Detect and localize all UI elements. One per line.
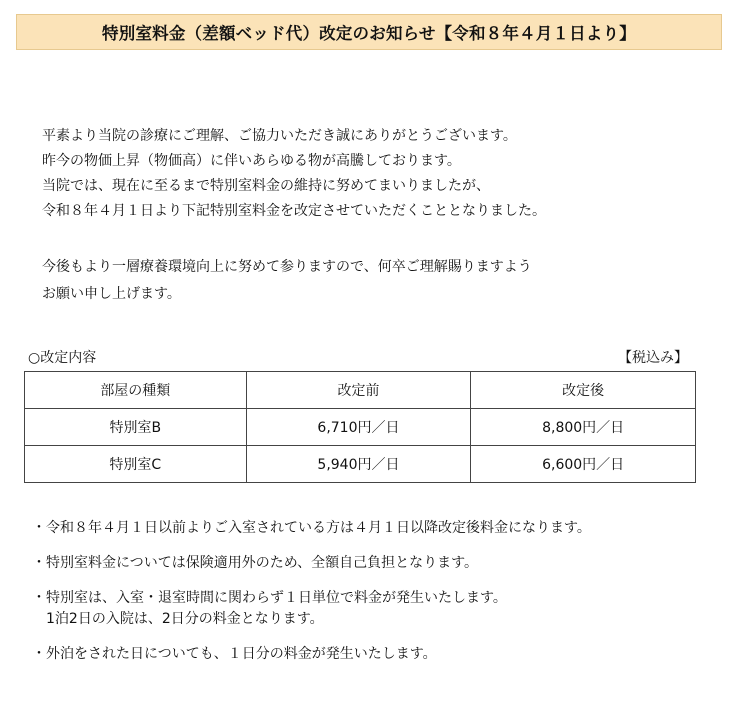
table-header-row xyxy=(25,372,696,409)
table-row xyxy=(25,446,696,483)
table-row xyxy=(25,409,696,446)
note-item xyxy=(32,553,591,574)
price-before-cell: 6,710円／日 xyxy=(246,409,471,446)
note-item xyxy=(32,588,591,630)
intro-line: 当院では、現在に至るまで特別室料金の維持に努めてまいりましたが、 xyxy=(42,178,490,194)
bullet: ・ xyxy=(32,555,46,571)
header-before: 改定前 xyxy=(246,372,471,409)
notes-list xyxy=(32,518,591,679)
notice-title-text: 特別室料金（差額ベッド代）改定のお知らせ【令和８年４月１日より】 xyxy=(102,24,636,43)
header-after: 改定後 xyxy=(471,372,696,409)
note-item xyxy=(32,644,591,665)
note-text: 特別室料金については保険適用外のため、全額自己負担となります。 xyxy=(46,555,479,571)
price-before-cell: 5,940円／日 xyxy=(246,446,471,483)
note-text: 令和８年４月１日以前よりご入室されている方は４月１日以降改定後料金になります。 xyxy=(46,520,591,536)
price-after-cell: 6,600円／日 xyxy=(471,446,696,483)
closing-line: 今後もより一層療養環境向上に努めて参りますので、何卒ご理解賜りますよう xyxy=(42,259,532,275)
room-type-cell: 特別室C xyxy=(25,446,247,483)
intro-line: 昨今の物価上昇（物価高）に伴いあらゆる物が高騰しております。 xyxy=(42,153,461,169)
intro-paragraph xyxy=(42,124,546,224)
rate-table xyxy=(24,371,696,483)
room-type-cell: 特別室B xyxy=(25,409,247,446)
bullet: ・ xyxy=(32,520,46,536)
bullet: ・ xyxy=(32,590,46,606)
intro-line: 令和８年４月１日より下記特別室料金を改定させていただくこととなりました。 xyxy=(42,203,546,219)
note-item xyxy=(32,518,591,539)
closing-line: お願い申し上げます。 xyxy=(42,286,181,302)
intro-line: 平素より当院の診療にご理解、ご協力いただき誠にありがとうございます。 xyxy=(42,128,517,144)
closing-paragraph xyxy=(42,254,532,308)
price-after-cell: 8,800円／日 xyxy=(471,409,696,446)
notice-title xyxy=(16,14,722,50)
tax-included-label: 【税込み】 xyxy=(618,350,688,366)
revision-section-label: ○改定内容 xyxy=(28,350,97,366)
header-room-type: 部屋の種類 xyxy=(25,372,247,409)
note-text: 外泊をされた日についても、１日分の料金が発生いたします。 xyxy=(46,646,437,662)
bullet: ・ xyxy=(32,646,46,662)
note-text: 特別室は、入室・退室時間に関わらず１日単位で料金が発生いたします。 1泊2日の入院は、2日分の料金となります。 xyxy=(46,590,507,627)
